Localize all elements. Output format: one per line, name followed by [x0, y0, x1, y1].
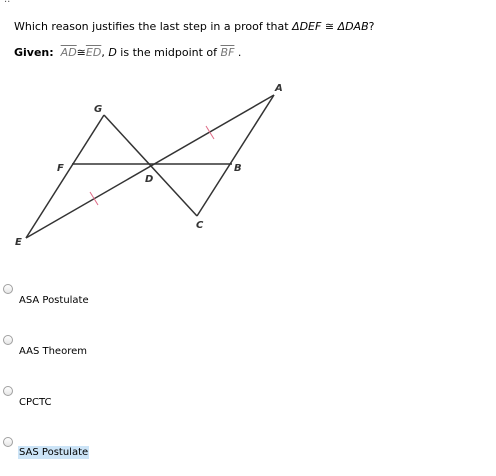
tick-mark-ed [90, 192, 98, 205]
segment-eg [26, 115, 104, 238]
geometry-figure [0, 70, 300, 250]
given-label: Given: [14, 46, 54, 59]
choice-label[interactable]: ASA Postulate [19, 295, 89, 306]
given-statement [14, 46, 241, 59]
question-suffix: ? [368, 20, 375, 33]
segment-ed: $\overline{ED}$ [85, 46, 102, 59]
congruent-symbol: ≅ [321, 20, 338, 33]
given-end: . [234, 46, 242, 59]
point-d: D [108, 46, 117, 59]
label-b: B [234, 163, 242, 174]
corner-mark [4, 0, 10, 5]
given-separator: , [101, 46, 109, 59]
radio-button[interactable] [3, 335, 13, 345]
choice-label-highlighted[interactable]: SAS Postulate [19, 447, 89, 458]
tick-mark-ad [206, 126, 214, 139]
triangle-def: ΔDEF [292, 20, 322, 33]
segment-ca [197, 95, 274, 216]
label-c: C [196, 220, 204, 231]
question-text [14, 20, 374, 33]
choice-asa-postulate[interactable] [0, 283, 200, 307]
radio-button[interactable] [3, 386, 13, 396]
segment-bf: $\overline{BF}$ [220, 46, 235, 59]
radio-button[interactable] [3, 437, 13, 447]
segment-ad: $\overline{AD}$ [60, 46, 77, 59]
triangle-dab: ΔDAB [337, 20, 369, 33]
choice-sas-postulate[interactable] [0, 436, 200, 460]
question-prefix: Which reason justifies the last step in a proof that [14, 20, 293, 33]
given-congruent-symbol: ≅ [76, 46, 86, 59]
radio-button[interactable] [3, 284, 13, 294]
choice-cpctc[interactable] [0, 385, 200, 409]
midpoint-text: is the midpoint of [116, 46, 221, 59]
label-g: G [94, 104, 103, 115]
choice-label[interactable]: AAS Theorem [19, 346, 87, 357]
choice-aas-theorem[interactable] [0, 334, 200, 358]
choice-label[interactable]: CPCTC [19, 397, 52, 408]
label-a: A [275, 83, 283, 94]
segment-gc [104, 115, 197, 216]
label-f: F [57, 163, 64, 174]
label-e: E [15, 237, 22, 248]
label-d: D [145, 174, 154, 185]
